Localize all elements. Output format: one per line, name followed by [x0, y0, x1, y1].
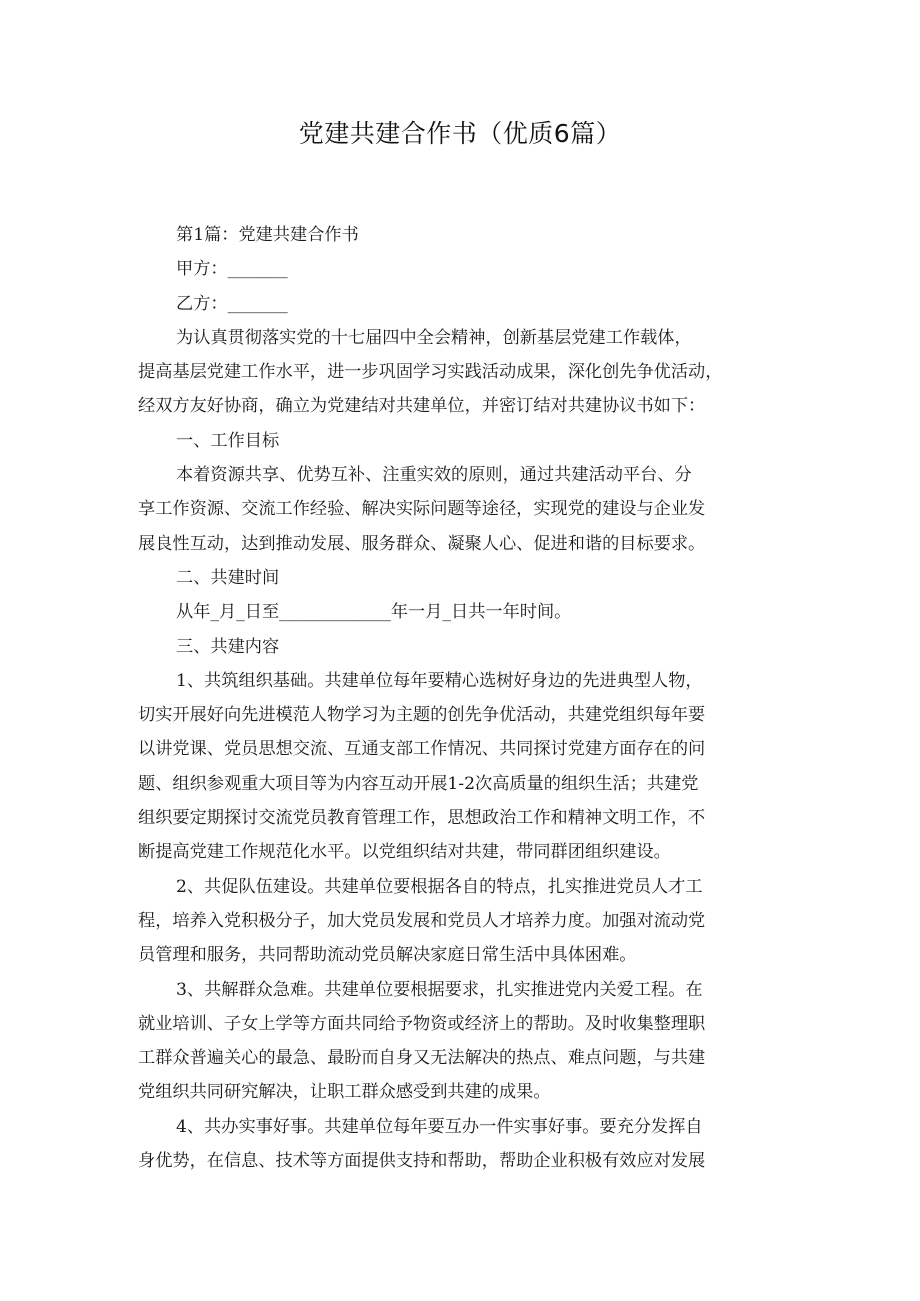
text-line: 4、共办实事好事。共建单位每年要互办一件实事好事。要充分发挥自 [176, 1116, 703, 1137]
text-line: 甲方：_______ [176, 259, 288, 280]
text-line: 1、共筑组织基础。共建单位每年要精心选树好身边的先进典型人物， [176, 670, 703, 691]
text-line: 断提高党建工作规范化水平。以党组织结对共建，带同群团组织建设。 [138, 842, 671, 863]
text-line: 以讲党课、党员思想交流、互通支部工作情况、共同探讨党建方面存在的问 [138, 739, 706, 760]
text-line: 乙方：_______ [176, 293, 288, 314]
text-line: 第1篇：党建共建合作书 [176, 225, 359, 245]
text-line: 就业培训、子女上学等方面共同给予物资或经济上的帮助。及时收集整理职 [138, 1013, 706, 1034]
text-line: 题、组织参观重大项目等为内容互动开展1-2次高质量的组织生活；共建党 [138, 773, 699, 794]
text-line: 一、工作目标 [176, 430, 280, 451]
text-line: 三、共建内容 [176, 636, 280, 657]
text-line: 程，培养入党积极分子，加大党员发展和党员人才培养力度。加强对流动党 [138, 910, 706, 931]
text-line: 3、共解群众急难。共建单位要根据要求，扎实推进党内关爱工程。在 [176, 979, 703, 1000]
text-line: 党组织共同研究解决，让职工群众感受到共建的成果。 [138, 1082, 551, 1103]
text-line: 经双方友好协商，确立为党建结对共建单位，并密订结对共建协议书如下： [138, 396, 706, 417]
text-line: 切实开展好向先进模范人物学习为主题的创先争优活动，共建党组织每年要 [138, 705, 706, 726]
document-body [138, 218, 794, 1178]
text-line: 本着资源共享、优势互补、注重实效的原则，通过共建活动平台、分 [176, 465, 692, 486]
text-line: 从年_月_日至_____________年一月_日共一年时间。 [176, 602, 572, 623]
text-line: 为认真贯彻落实党的十七届四中全会精神，创新基层党建工作载体， [176, 327, 692, 348]
text-line: 二、共建时间 [176, 567, 280, 588]
text-line: 工群众普遍关心的最急、最盼而自身又无法解决的热点、难点问题，与共建 [138, 1048, 706, 1069]
document-title: 党建共建合作书（优质6篇） [298, 119, 622, 148]
text-line: 提高基层党建工作水平，进一步巩固学习实践活动成果，深化创先争优活动， [138, 362, 723, 383]
text-line: 员管理和服务，共同帮助流动党员解决家庭日常生活中具体困难。 [138, 945, 637, 966]
text-line: 展良性互动，达到推动发展、服务群众、凝聚人心、促进和谐的目标要求。 [138, 533, 706, 554]
text-line: 2、共促队伍建设。共建单位要根据各自的特点，扎实推进党员人才工 [176, 876, 703, 897]
text-line: 享工作资源、交流工作经验、解决实际问题等途径，实现党的建设与企业发 [138, 499, 706, 520]
text-line: 身优势，在信息、技术等方面提供支持和帮助，帮助企业积极有效应对发展 [138, 1151, 706, 1172]
text-line: 组织要定期探讨交流党员教育管理工作，思想政治工作和精神文明工作，不 [138, 808, 706, 829]
